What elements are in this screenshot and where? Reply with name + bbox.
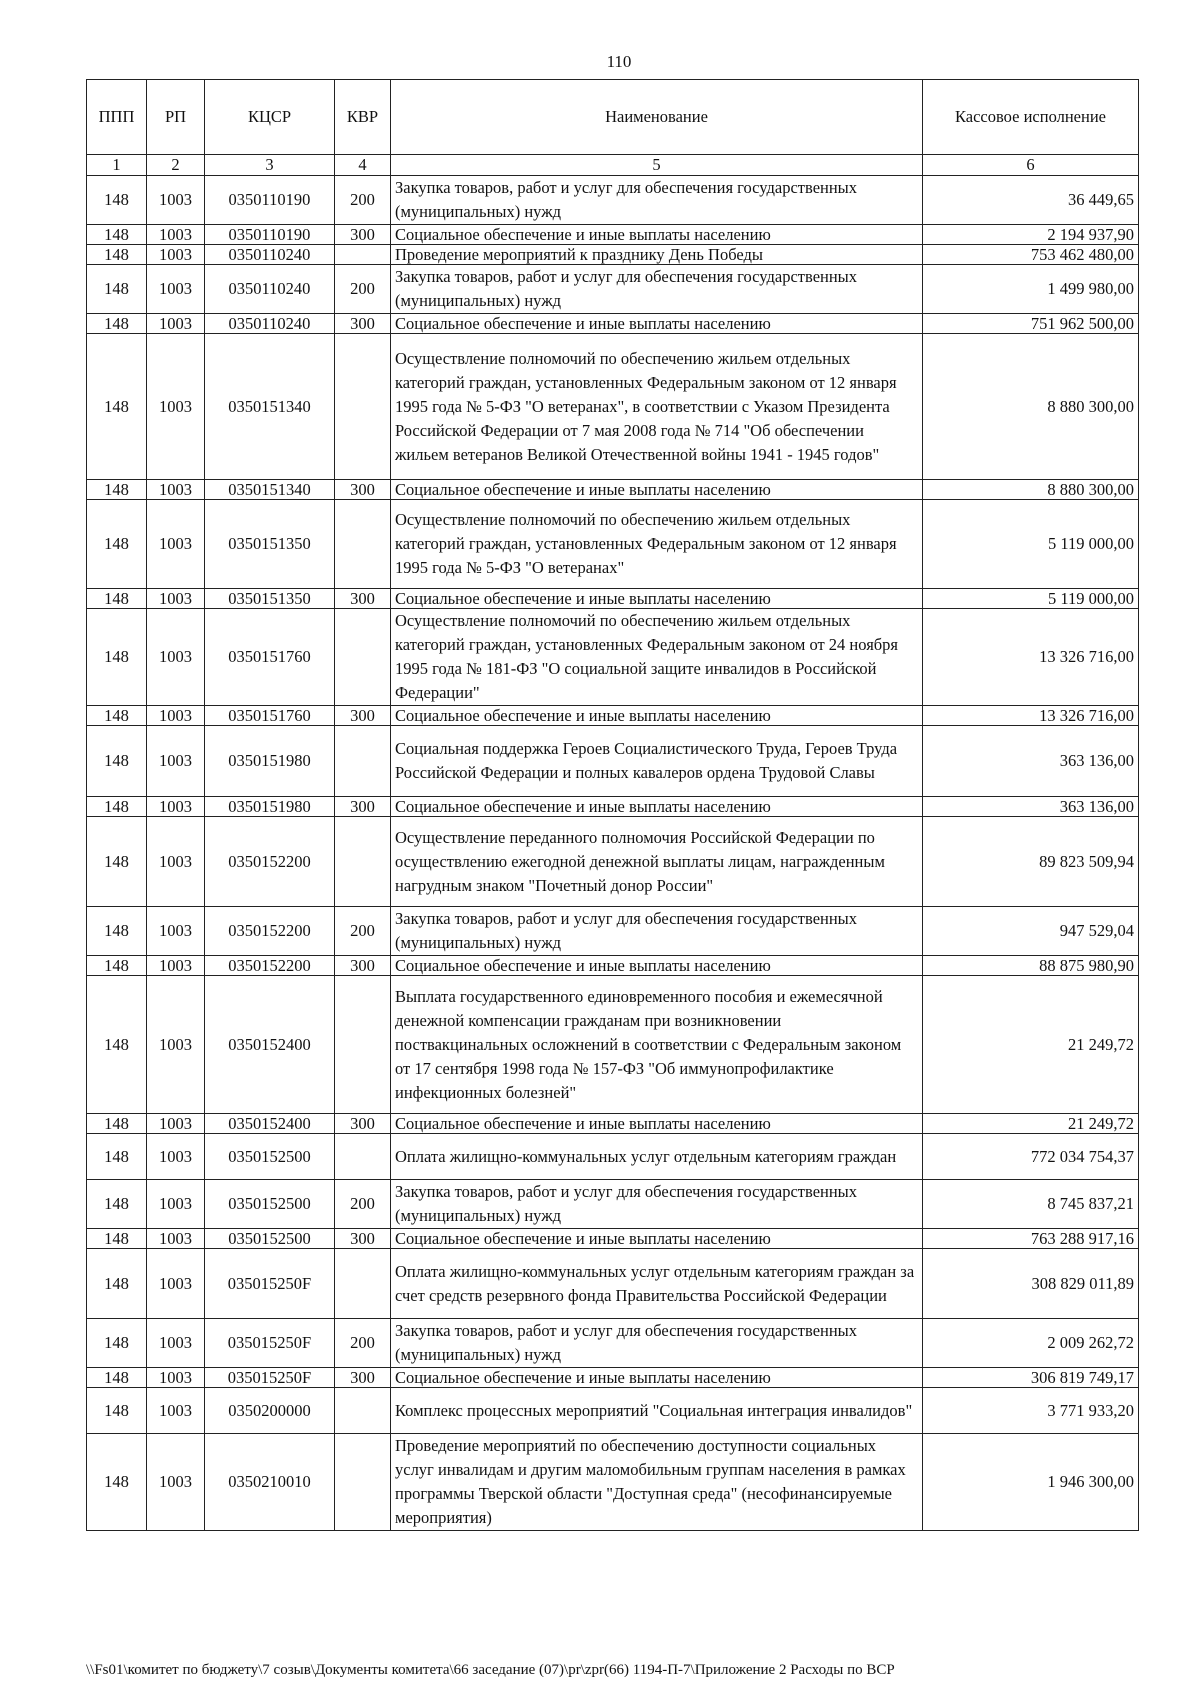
footer-file-path: \\Fs01\комитет по бюджету\7 созыв\Документы комитета\66 заседание (07)\pr\zpr(66) 1194-П-7\Приложение 2 Расходы по ВСР — [86, 1662, 895, 1678]
cell-rp: 1003 — [147, 480, 205, 500]
cell-kvr: 300 — [335, 956, 391, 976]
cell-amount: 1 499 980,00 — [923, 265, 1139, 314]
table-row — [87, 797, 1139, 817]
table-row — [87, 1434, 1139, 1531]
cell-rp: 1003 — [147, 726, 205, 797]
table-header-row — [87, 80, 1139, 155]
cell-name: Осуществление переданного полномочия Российской Федерации по осуществлению ежегодной денежной выплаты лицам, награжденным нагрудным знаком "Почетный донор России" — [391, 817, 923, 907]
cell-kvr: 200 — [335, 907, 391, 956]
cell-ppp: 148 — [87, 176, 147, 225]
cell-amount: 306 819 749,17 — [923, 1368, 1139, 1388]
cell-name: Социальное обеспечение и иные выплаты населению — [391, 1114, 923, 1134]
cell-ppp: 148 — [87, 1388, 147, 1434]
cell-ppp: 148 — [87, 726, 147, 797]
cell-ppp: 148 — [87, 1229, 147, 1249]
cell-name: Закупка товаров, работ и услуг для обеспечения государственных (муниципальных) нужд — [391, 907, 923, 956]
cell-kvr: 300 — [335, 589, 391, 609]
cell-rp: 1003 — [147, 334, 205, 480]
table-body — [87, 176, 1139, 1531]
cell-name: Выплата государственного единовременного пособия и ежемесячной денежной компенсации гражданам при возникновении поствакцинальных осложнений в соответствии с Федеральным законом от 17 сентября 1998 года № 157-ФЗ "Об иммунопрофилактике инфекционных болезней" — [391, 976, 923, 1114]
cell-name: Закупка товаров, работ и услуг для обеспечения государственных (муниципальных) нужд — [391, 1180, 923, 1229]
cell-rp: 1003 — [147, 500, 205, 589]
cell-kcsr: 035015250F — [205, 1319, 335, 1368]
cell-ppp: 148 — [87, 265, 147, 314]
header-name: Наименование — [391, 80, 923, 155]
column-number: 5 — [391, 155, 923, 176]
cell-name: Осуществление полномочий по обеспечению жильем отдельных категорий граждан, установленных Федеральным законом от 12 января 1995 года № 5-ФЗ "О ветеранах" — [391, 500, 923, 589]
header-ppp: ППП — [87, 80, 147, 155]
table-row — [87, 225, 1139, 245]
column-number-row — [87, 155, 1139, 176]
cell-amount: 772 034 754,37 — [923, 1134, 1139, 1180]
cell-amount: 363 136,00 — [923, 726, 1139, 797]
cell-amount: 21 249,72 — [923, 1114, 1139, 1134]
cell-rp: 1003 — [147, 609, 205, 706]
cell-amount: 21 249,72 — [923, 976, 1139, 1114]
cell-amount: 753 462 480,00 — [923, 245, 1139, 265]
cell-rp: 1003 — [147, 265, 205, 314]
cell-rp: 1003 — [147, 976, 205, 1114]
cell-name: Социальное обеспечение и иные выплаты населению — [391, 314, 923, 334]
cell-ppp: 148 — [87, 500, 147, 589]
cell-kvr: 300 — [335, 1368, 391, 1388]
cell-kvr: 300 — [335, 1114, 391, 1134]
column-number: 6 — [923, 155, 1139, 176]
table-row — [87, 314, 1139, 334]
header-rp: РП — [147, 80, 205, 155]
cell-amount: 308 829 011,89 — [923, 1249, 1139, 1319]
cell-kvr: 200 — [335, 265, 391, 314]
cell-name: Социальное обеспечение и иные выплаты населению — [391, 797, 923, 817]
cell-kcsr: 0350151350 — [205, 500, 335, 589]
cell-kcsr: 0350151760 — [205, 609, 335, 706]
cell-name: Проведение мероприятий по обеспечению доступности социальных услуг инвалидам и другим маломобильным группам населения в рамках программы Тверской области "Доступная среда" (несофинансируемые мероприятия) — [391, 1434, 923, 1531]
cell-name: Осуществление полномочий по обеспечению жильем отдельных категорий граждан, установленных Федеральным законом от 24 ноября 1995 года № 181-ФЗ "О социальной защите инвалидов в Российской Федерации" — [391, 609, 923, 706]
cell-name: Социальное обеспечение и иные выплаты населению — [391, 225, 923, 245]
cell-ppp: 148 — [87, 976, 147, 1114]
cell-kvr — [335, 500, 391, 589]
cell-rp: 1003 — [147, 1180, 205, 1229]
cell-kcsr: 0350110240 — [205, 314, 335, 334]
cell-ppp: 148 — [87, 1134, 147, 1180]
cell-name: Закупка товаров, работ и услуг для обеспечения государственных (муниципальных) нужд — [391, 1319, 923, 1368]
cell-rp: 1003 — [147, 1368, 205, 1388]
cell-amount: 763 288 917,16 — [923, 1229, 1139, 1249]
cell-rp: 1003 — [147, 956, 205, 976]
table-row — [87, 907, 1139, 956]
table-row — [87, 1249, 1139, 1319]
cell-kvr — [335, 976, 391, 1114]
cell-rp: 1003 — [147, 1319, 205, 1368]
table-row — [87, 480, 1139, 500]
column-number: 4 — [335, 155, 391, 176]
header-kvr: КВР — [335, 80, 391, 155]
header-amount: Кассовое исполнение — [923, 80, 1139, 155]
cell-rp: 1003 — [147, 314, 205, 334]
cell-kcsr: 035015250F — [205, 1249, 335, 1319]
cell-kcsr: 0350151760 — [205, 706, 335, 726]
cell-name: Оплата жилищно-коммунальных услуг отдельным категориям граждан за счет средств резервного фонда Правительства Российской Федерации — [391, 1249, 923, 1319]
cell-name: Осуществление полномочий по обеспечению жильем отдельных категорий граждан, установленных Федеральным законом от 12 января 1995 года № 5-ФЗ "О ветеранах", в соответствии с Указом Президента Российской Федерации от 7 мая 2008 года № 714 "Об обеспечении жильем ветеранов Великой Отечественной войны 1941 - 1945 годов" — [391, 334, 923, 480]
cell-name: Социальное обеспечение и иные выплаты населению — [391, 956, 923, 976]
table-row — [87, 976, 1139, 1114]
cell-ppp: 148 — [87, 589, 147, 609]
cell-ppp: 148 — [87, 480, 147, 500]
cell-kcsr: 0350151980 — [205, 797, 335, 817]
cell-kcsr: 0350152400 — [205, 1114, 335, 1134]
cell-amount: 1 946 300,00 — [923, 1434, 1139, 1531]
table-row — [87, 1114, 1139, 1134]
table-row — [87, 817, 1139, 907]
cell-kcsr: 0350151340 — [205, 334, 335, 480]
cell-ppp: 148 — [87, 817, 147, 907]
cell-ppp: 148 — [87, 706, 147, 726]
cell-ppp: 148 — [87, 907, 147, 956]
cell-ppp: 148 — [87, 1368, 147, 1388]
cell-ppp: 148 — [87, 334, 147, 480]
cell-kvr: 200 — [335, 1319, 391, 1368]
cell-amount: 2 009 262,72 — [923, 1319, 1139, 1368]
cell-amount: 3 771 933,20 — [923, 1388, 1139, 1434]
cell-kvr — [335, 1388, 391, 1434]
cell-kvr — [335, 609, 391, 706]
cell-ppp: 148 — [87, 1114, 147, 1134]
cell-kvr: 300 — [335, 480, 391, 500]
cell-kvr — [335, 726, 391, 797]
table-row — [87, 726, 1139, 797]
cell-kcsr: 0350110190 — [205, 176, 335, 225]
cell-kvr — [335, 1249, 391, 1319]
cell-kcsr: 0350152200 — [205, 817, 335, 907]
cell-rp: 1003 — [147, 907, 205, 956]
cell-kcsr: 0350210010 — [205, 1434, 335, 1531]
cell-ppp: 148 — [87, 797, 147, 817]
table-row — [87, 706, 1139, 726]
cell-kvr: 300 — [335, 225, 391, 245]
cell-amount: 13 326 716,00 — [923, 609, 1139, 706]
table-row — [87, 1319, 1139, 1368]
cell-rp: 1003 — [147, 1229, 205, 1249]
cell-name: Закупка товаров, работ и услуг для обеспечения государственных (муниципальных) нужд — [391, 176, 923, 225]
cell-name: Социальное обеспечение и иные выплаты населению — [391, 1368, 923, 1388]
cell-kcsr: 0350152400 — [205, 976, 335, 1114]
table-row — [87, 1368, 1139, 1388]
cell-kcsr: 0350110190 — [205, 225, 335, 245]
cell-rp: 1003 — [147, 1434, 205, 1531]
table-row — [87, 500, 1139, 589]
table-row — [87, 609, 1139, 706]
cell-amount: 36 449,65 — [923, 176, 1139, 225]
cell-amount: 8 880 300,00 — [923, 480, 1139, 500]
cell-amount: 8 880 300,00 — [923, 334, 1139, 480]
cell-kvr: 300 — [335, 706, 391, 726]
cell-name: Социальное обеспечение и иные выплаты населению — [391, 480, 923, 500]
cell-ppp: 148 — [87, 1319, 147, 1368]
cell-name: Социальное обеспечение и иные выплаты населению — [391, 1229, 923, 1249]
table-row — [87, 589, 1139, 609]
cell-kvr: 200 — [335, 1180, 391, 1229]
cell-ppp: 148 — [87, 1434, 147, 1531]
cell-amount: 363 136,00 — [923, 797, 1139, 817]
cell-name: Комплекс процессных мероприятий "Социальная интеграция инвалидов" — [391, 1388, 923, 1434]
cell-ppp: 148 — [87, 225, 147, 245]
cell-amount: 5 119 000,00 — [923, 500, 1139, 589]
table-row — [87, 956, 1139, 976]
cell-kvr — [335, 1134, 391, 1180]
table-row — [87, 334, 1139, 480]
cell-name: Закупка товаров, работ и услуг для обеспечения государственных (муниципальных) нужд — [391, 265, 923, 314]
table-row — [87, 176, 1139, 225]
cell-kcsr: 0350200000 — [205, 1388, 335, 1434]
cell-rp: 1003 — [147, 1134, 205, 1180]
cell-rp: 1003 — [147, 1388, 205, 1434]
cell-rp: 1003 — [147, 797, 205, 817]
table-row — [87, 1134, 1139, 1180]
cell-kvr: 300 — [335, 1229, 391, 1249]
cell-ppp: 148 — [87, 314, 147, 334]
cell-ppp: 148 — [87, 609, 147, 706]
cell-amount: 2 194 937,90 — [923, 225, 1139, 245]
cell-kvr: 300 — [335, 314, 391, 334]
cell-rp: 1003 — [147, 589, 205, 609]
cell-kcsr: 0350151350 — [205, 589, 335, 609]
cell-kcsr: 0350152200 — [205, 956, 335, 976]
cell-amount: 751 962 500,00 — [923, 314, 1139, 334]
cell-ppp: 148 — [87, 1180, 147, 1229]
cell-kvr: 200 — [335, 176, 391, 225]
table-row — [87, 1388, 1139, 1434]
cell-rp: 1003 — [147, 817, 205, 907]
column-number: 1 — [87, 155, 147, 176]
cell-amount: 5 119 000,00 — [923, 589, 1139, 609]
cell-kcsr: 0350152500 — [205, 1134, 335, 1180]
cell-kvr — [335, 334, 391, 480]
cell-kvr — [335, 1434, 391, 1531]
cell-kcsr: 0350152500 — [205, 1180, 335, 1229]
cell-rp: 1003 — [147, 1114, 205, 1134]
cell-kcsr: 0350152500 — [205, 1229, 335, 1249]
cell-amount: 8 745 837,21 — [923, 1180, 1139, 1229]
cell-kcsr: 0350110240 — [205, 265, 335, 314]
cell-name: Социальная поддержка Героев Социалистического Труда, Героев Труда Российской Федерации и полных кавалеров ордена Трудовой Славы — [391, 726, 923, 797]
cell-kcsr: 0350152200 — [205, 907, 335, 956]
column-number: 2 — [147, 155, 205, 176]
table-row — [87, 245, 1139, 265]
cell-kcsr: 0350110240 — [205, 245, 335, 265]
cell-ppp: 148 — [87, 956, 147, 976]
cell-name: Проведение мероприятий к празднику День Победы — [391, 245, 923, 265]
cell-amount: 88 875 980,90 — [923, 956, 1139, 976]
cell-name: Оплата жилищно-коммунальных услуг отдельным категориям граждан — [391, 1134, 923, 1180]
budget-table — [86, 79, 1139, 1531]
header-kcsr: КЦСР — [205, 80, 335, 155]
cell-rp: 1003 — [147, 706, 205, 726]
cell-amount: 947 529,04 — [923, 907, 1139, 956]
table-row — [87, 1180, 1139, 1229]
page-number: 110 — [606, 52, 632, 71]
cell-kcsr: 035015250F — [205, 1368, 335, 1388]
cell-kvr — [335, 245, 391, 265]
cell-rp: 1003 — [147, 1249, 205, 1319]
cell-ppp: 148 — [87, 245, 147, 265]
table-row — [87, 1229, 1139, 1249]
table-row — [87, 265, 1139, 314]
cell-kvr: 300 — [335, 797, 391, 817]
cell-name: Социальное обеспечение и иные выплаты населению — [391, 589, 923, 609]
column-number: 3 — [205, 155, 335, 176]
cell-amount: 13 326 716,00 — [923, 706, 1139, 726]
cell-rp: 1003 — [147, 225, 205, 245]
cell-kcsr: 0350151980 — [205, 726, 335, 797]
cell-amount: 89 823 509,94 — [923, 817, 1139, 907]
cell-ppp: 148 — [87, 1249, 147, 1319]
cell-rp: 1003 — [147, 176, 205, 225]
cell-name: Социальное обеспечение и иные выплаты населению — [391, 706, 923, 726]
cell-kcsr: 0350151340 — [205, 480, 335, 500]
cell-kvr — [335, 817, 391, 907]
cell-rp: 1003 — [147, 245, 205, 265]
